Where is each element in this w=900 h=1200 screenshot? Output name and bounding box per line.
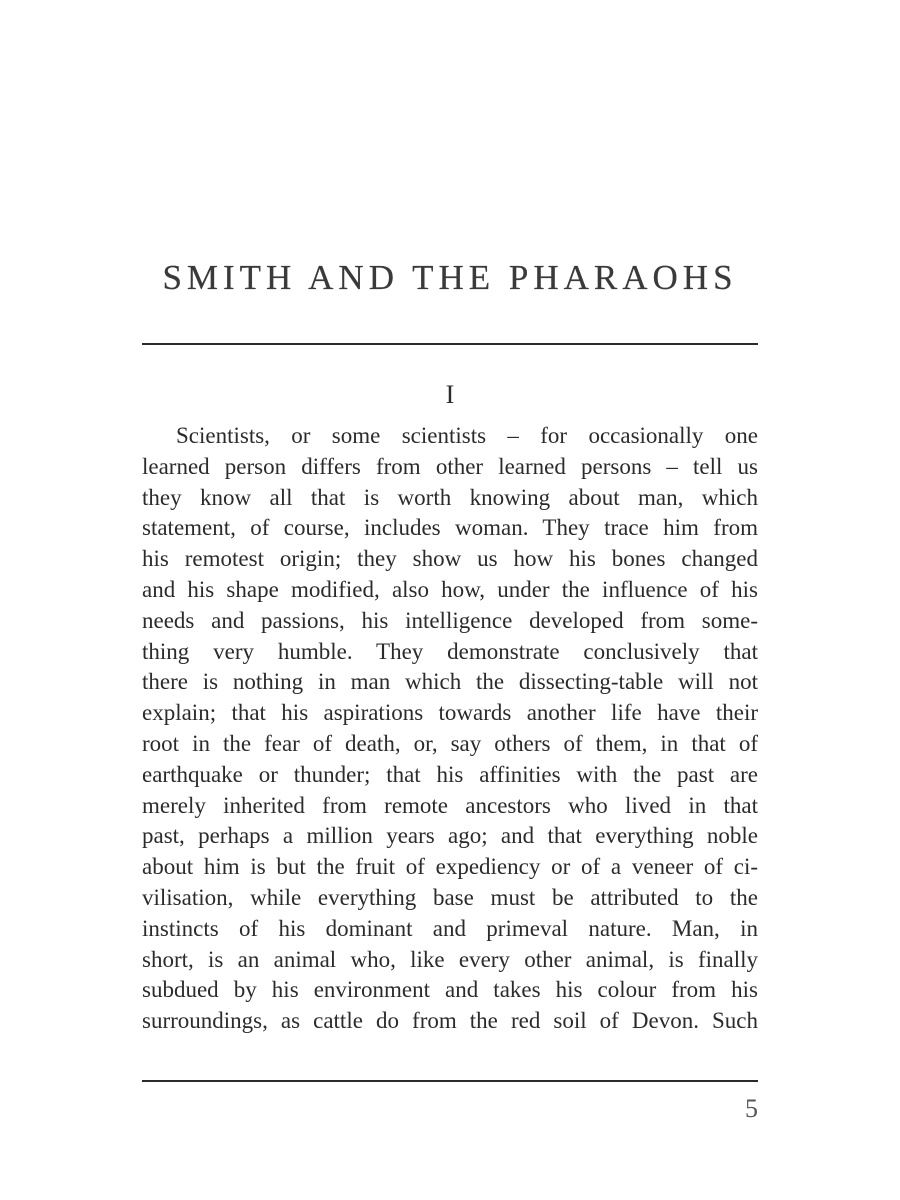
body-text — [142, 421, 758, 1037]
text-line: earthquake or thunder; that his affinities with the past are — [142, 761, 758, 787]
text-line: about him is but the fruit of expediency or of a veneer of ci- — [142, 854, 758, 880]
chapter-number: I — [445, 380, 455, 409]
page-number: 5 — [745, 1094, 758, 1123]
text-line: thing very humble. They demonstrate conclusively that — [142, 638, 758, 664]
text-line: statement, of course, includes woman. They trace him from — [142, 515, 758, 541]
text-line: surroundings, as cattle do from the red soil of Devon. Such — [142, 1008, 758, 1034]
text-line: his remotest origin; they show us how his bones changed — [142, 546, 758, 572]
text-line: vilisation, while everything base must be attributed to the — [142, 884, 758, 910]
text-line: instincts of his dominant and primeval nature. Man, in — [142, 915, 758, 941]
bottom-divider — [142, 1080, 758, 1082]
text-line: subdued by his environment and takes his colour from his — [142, 977, 758, 1003]
text-line: short, is an animal who, like every other animal, is finally — [142, 946, 758, 972]
text-line: root in the fear of death, or, say others of them, in that of — [142, 730, 758, 756]
text-line: learned person differs from other learned persons – tell us — [142, 453, 758, 479]
top-divider — [142, 343, 758, 345]
text-line: and his shape modified, also how, under the influence of his — [142, 576, 758, 602]
text-line: merely inherited from remote ancestors who lived in that — [142, 792, 758, 818]
text-line: explain; that his aspirations towards another life have their — [142, 700, 758, 726]
page-title: SMITH AND THE PHARAOHS — [162, 258, 738, 297]
text-line: there is nothing in man which the dissecting-table will not — [142, 669, 758, 695]
text-line: past, perhaps a million years ago; and that everything noble — [142, 823, 758, 849]
text-line: they know all that is worth knowing about man, which — [142, 484, 758, 510]
text-line: needs and passions, his intelligence developed from some- — [142, 607, 758, 633]
text-line: Scientists, or some scientists – for occasionally one — [176, 423, 758, 448]
